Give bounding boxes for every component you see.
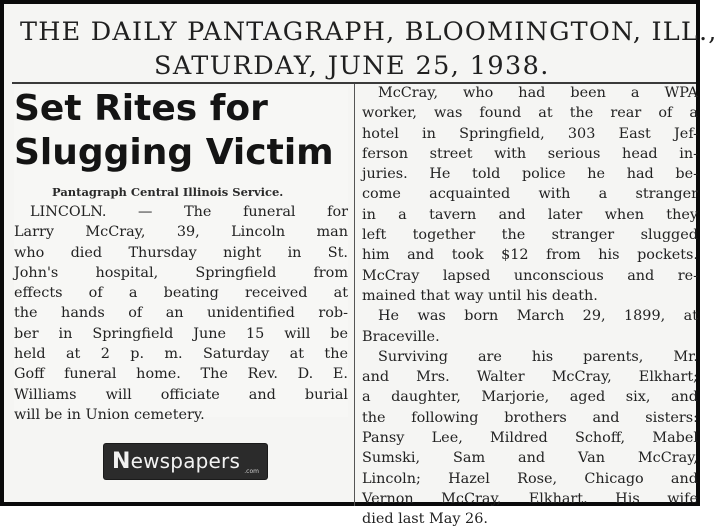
newspapers-com-badge[interactable] [104, 444, 267, 479]
headline-line-1: Set Rites for [14, 88, 268, 129]
text-line: the hands of an unidentified rob- [14, 305, 348, 322]
text-line: ferson street with serious head in- [362, 145, 698, 162]
newspapers-logo [112, 449, 240, 474]
article-headline [14, 87, 348, 175]
text-line: will be in Union cemetery. [14, 406, 205, 423]
left-column [14, 87, 348, 423]
logo-initial: N [112, 449, 131, 474]
text-line: Sumski, Sam and Van McCray, [362, 450, 698, 467]
text-line: Braceville. [362, 328, 440, 345]
text-line: held at 2 p. m. Saturday at the [14, 346, 348, 363]
text-line: left together the stranger slugged [362, 227, 698, 244]
logo-suffix: .com [244, 468, 259, 475]
text-line: LINCOLN. — The funeral for [30, 204, 348, 220]
text-line: mained that way until his death. [362, 287, 598, 304]
text-line: worker, was found at the rear of a [362, 105, 698, 122]
text-line: come acquainted with a stranger [362, 186, 698, 203]
column-divider [354, 84, 355, 506]
text-line: He was born March 29, 1899, at [378, 308, 698, 325]
text-line: Vernon McCray, Elkhart. His wife [362, 490, 698, 507]
text-line: Pansy Lee, Mildred Schoff, Mabel [362, 430, 698, 447]
masthead-date: SATURDAY, JUNE 25, 1938. [154, 51, 550, 81]
text-line: Goff funeral home. The Rev. D. E. [14, 366, 348, 383]
text-line: John's hospital, Springfield from [14, 264, 348, 281]
text-line: McCray lapsed unconscious and re- [362, 267, 698, 284]
text-line: a daughter, Marjorie, aged six, and [362, 389, 698, 406]
text-line: Surviving are his parents, Mr. [378, 348, 698, 365]
text-line: juries. He told police he had be- [362, 166, 698, 183]
left-column-body [14, 202, 348, 425]
text-line: Larry McCray, 39, Lincoln man [14, 224, 348, 241]
text-line: ber in Springfield June 15 will be [14, 325, 348, 342]
text-line: McCray, who had been a WPA [378, 85, 698, 101]
headline-line-2: Slugging Victim [14, 132, 334, 173]
article-credit: Pantagraph Central Illinois Service. [52, 185, 284, 199]
text-line: in a tavern and later when they [362, 206, 698, 223]
text-line: hotel in Springfield, 303 East Jef- [362, 125, 698, 142]
logo-word: ewspapers [130, 449, 241, 473]
text-line: him and took $12 from his pockets. [362, 247, 698, 264]
text-line: Williams will officiate and burial [14, 386, 348, 403]
right-column-body [362, 83, 698, 530]
text-line: effects of a beating received at [14, 285, 348, 302]
text-line: the following brothers and sisters: [362, 409, 698, 426]
text-line: and Mrs. Walter McCray, Elkhart; [362, 369, 698, 386]
masthead-title: THE DAILY PANTAGRAPH, BLOOMINGTON, ILL., [20, 17, 718, 47]
text-line: who died Thursday night in St. [14, 244, 348, 261]
text-line: died last May 26. [362, 511, 488, 528]
text-line: Lincoln; Hazel Rose, Chicago and [362, 470, 698, 487]
